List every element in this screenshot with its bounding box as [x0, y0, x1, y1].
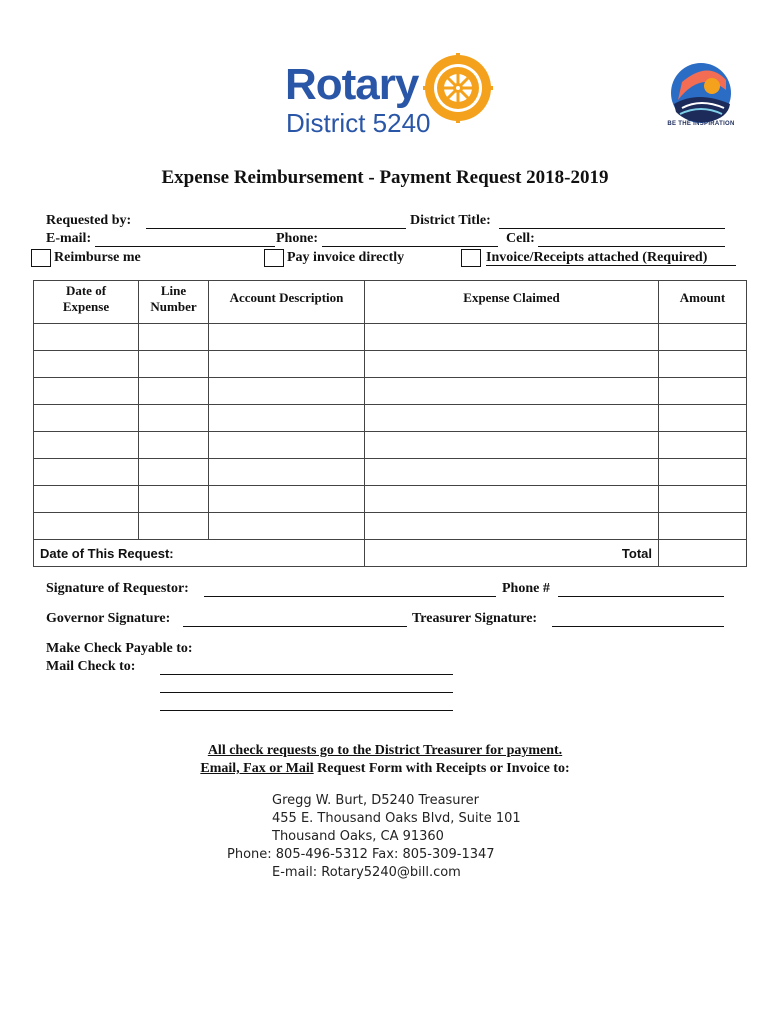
mail-address-line-2[interactable]: [160, 692, 453, 693]
table-row: [34, 351, 747, 378]
cell-date[interactable]: [34, 459, 139, 486]
total-label: Total: [365, 540, 659, 567]
email-field[interactable]: [95, 246, 275, 247]
cell-account[interactable]: [209, 351, 365, 378]
receipts-underline: [486, 265, 736, 266]
col-header-date-line1: Date of: [65, 283, 107, 298]
cell-account[interactable]: [209, 378, 365, 405]
date-of-request-label: Date of This Request:: [34, 540, 365, 567]
phone-label: Phone:: [276, 231, 318, 246]
cell-amount[interactable]: [659, 513, 747, 540]
table-row: [34, 378, 747, 405]
col-header-line-line1: Line: [160, 283, 187, 298]
cell-amount[interactable]: [659, 486, 747, 513]
table-row: [34, 432, 747, 459]
table-header-row: [34, 281, 747, 324]
reimburse-checkbox[interactable]: [31, 249, 51, 267]
cell-line[interactable]: [139, 378, 209, 405]
col-header-date-line2: Expense: [62, 299, 110, 314]
cell-line[interactable]: [139, 405, 209, 432]
col-header-account: Account Description: [209, 281, 365, 324]
cell-account[interactable]: [209, 459, 365, 486]
cell-date[interactable]: [34, 351, 139, 378]
cell-expense[interactable]: [365, 351, 659, 378]
cell-expense[interactable]: [365, 432, 659, 459]
governor-signature-field[interactable]: [183, 626, 407, 627]
mail-check-label: Mail Check to:: [46, 659, 136, 674]
treasurer-street: 455 E. Thousand Oaks Blvd, Suite 101: [272, 811, 521, 826]
requested-by-label: Requested by:: [46, 213, 132, 228]
col-header-amount: Amount: [659, 281, 747, 324]
cell-date[interactable]: [34, 486, 139, 513]
requestor-signature-label: Signature of Requestor:: [46, 581, 189, 596]
table-row: [34, 459, 747, 486]
cell-amount[interactable]: [659, 378, 747, 405]
cell-amount[interactable]: [659, 324, 747, 351]
payable-label: Make Check Payable to:: [46, 641, 193, 656]
rotary-wheel-icon: [423, 53, 493, 123]
treasurer-phone-fax: Phone: 805-496-5312 Fax: 805-309-1347: [227, 847, 495, 862]
cell-expense[interactable]: [365, 324, 659, 351]
table-row: [34, 405, 747, 432]
cell-date[interactable]: [34, 378, 139, 405]
cell-line[interactable]: [139, 486, 209, 513]
cell-expense[interactable]: [365, 459, 659, 486]
treasurer-name: Gregg W. Burt, D5240 Treasurer: [272, 793, 479, 808]
cell-amount[interactable]: [659, 351, 747, 378]
cell-label: Cell:: [506, 231, 535, 246]
cell-expense[interactable]: [365, 405, 659, 432]
pay-invoice-label: Pay invoice directly: [287, 250, 405, 265]
mail-address-line-1[interactable]: [160, 674, 453, 675]
table-footer-row: [34, 540, 747, 567]
instructions-methods: Email, Fax or Mail: [200, 761, 314, 776]
table-row: [34, 513, 747, 540]
expense-table: [33, 280, 747, 567]
table-row: [34, 486, 747, 513]
cell-amount[interactable]: [659, 432, 747, 459]
signature-phone-field[interactable]: [558, 596, 724, 597]
treasurer-signature-field[interactable]: [552, 626, 724, 627]
theme-tagline: BE THE INSPIRATION: [667, 121, 735, 127]
cell-line[interactable]: [139, 324, 209, 351]
governor-signature-label: Governor Signature:: [46, 611, 171, 626]
cell-account[interactable]: [209, 324, 365, 351]
instructions-rest: Request Form with Receipts or Invoice to:: [313, 761, 570, 776]
reimburse-label: Reimburse me: [54, 250, 141, 265]
cell-date[interactable]: [34, 324, 139, 351]
table-row: [34, 324, 747, 351]
cell-account[interactable]: [209, 405, 365, 432]
mail-address-line-3[interactable]: [160, 710, 453, 711]
total-amount-cell[interactable]: [659, 540, 747, 567]
treasurer-city: Thousand Oaks, CA 91360: [272, 829, 444, 844]
cell-account[interactable]: [209, 432, 365, 459]
cell-expense[interactable]: [365, 513, 659, 540]
cell-amount[interactable]: [659, 459, 747, 486]
cell-date[interactable]: [34, 405, 139, 432]
treasurer-signature-label: Treasurer Signature:: [412, 611, 538, 626]
cell-field[interactable]: [538, 246, 725, 247]
instructions-line-1: All check requests go to the District Treasurer for payment.: [207, 743, 563, 758]
treasurer-email: E-mail: Rotary5240@bill.com: [272, 865, 461, 880]
instructions-line-2: [0, 761, 770, 777]
cell-line[interactable]: [139, 432, 209, 459]
rotary-wordmark: Rotary: [285, 60, 419, 109]
cell-date[interactable]: [34, 513, 139, 540]
signature-phone-label: Phone #: [502, 581, 550, 596]
receipts-label: Invoice/Receipts attached (Required): [486, 250, 708, 265]
requestor-signature-field[interactable]: [204, 596, 496, 597]
col-header-line: [139, 281, 209, 324]
cell-expense[interactable]: [365, 378, 659, 405]
col-header-date: [34, 281, 139, 324]
pay-invoice-checkbox[interactable]: [264, 249, 284, 267]
cell-line[interactable]: [139, 459, 209, 486]
cell-amount[interactable]: [659, 405, 747, 432]
form-title: Expense Reimbursement - Payment Request 2018-2019: [161, 167, 609, 188]
email-label: E-mail:: [46, 231, 92, 246]
receipts-checkbox[interactable]: [461, 249, 481, 267]
col-header-line-line2: Number: [150, 299, 197, 314]
district-title-field[interactable]: [499, 228, 725, 229]
col-header-expense: Expense Claimed: [365, 281, 659, 324]
district-title-label: District Title:: [410, 213, 491, 228]
district-name: District 5240: [286, 108, 431, 138]
cell-expense[interactable]: [365, 486, 659, 513]
cell-line[interactable]: [139, 351, 209, 378]
cell-line[interactable]: [139, 513, 209, 540]
phone-field[interactable]: [322, 246, 498, 247]
cell-date[interactable]: [34, 432, 139, 459]
requested-by-field[interactable]: [146, 228, 406, 229]
cell-account[interactable]: [209, 486, 365, 513]
cell-account[interactable]: [209, 513, 365, 540]
